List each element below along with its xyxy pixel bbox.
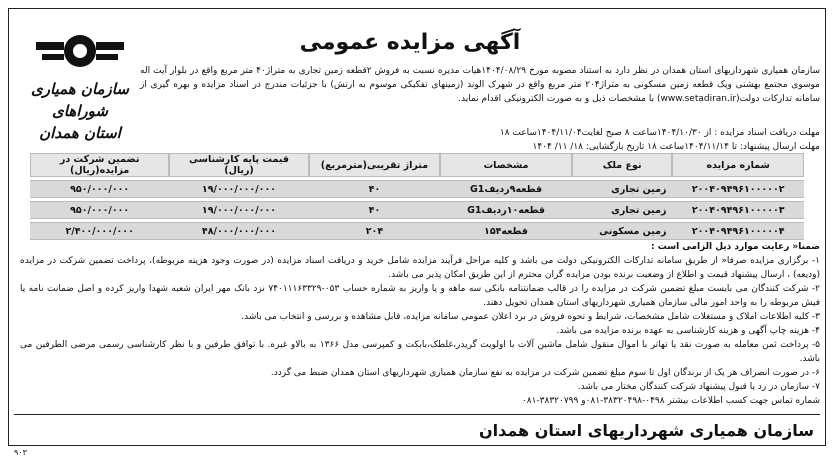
table-cell: ۲۰۴ bbox=[309, 222, 441, 240]
condition-item: ۶- در صورت انصراف هر یک از برندگان اول تا سوم مبلغ تضمین شرکت در مزایده به نفع سازمان همیاری شهرداریهای استان همدان ضبط می گردد. bbox=[270, 368, 820, 378]
table-cell: زمین مسکونی bbox=[572, 222, 673, 240]
table-cell: قطعه۱۵۴ bbox=[440, 222, 572, 240]
condition-item: ۳- کلیه اطلاعات املاک و مستغلات شامل مشخصات، شرایط و نحوه فروش در برد اعلان عمومی سامانه مزایده، قابل مشاهده و بررسی و انتخاب می باشد. bbox=[241, 312, 820, 322]
table-cell: ۱۹/۰۰۰/۰۰۰/۰۰۰ bbox=[169, 180, 308, 198]
table-cell: ۴۸/۰۰۰/۰۰۰/۰۰۰ bbox=[169, 222, 308, 240]
table-header-cell: شماره مزایده bbox=[672, 153, 804, 177]
organization-logo bbox=[20, 28, 140, 148]
table-header-cell: قیمت پایه کارشناسی (ریال) bbox=[169, 153, 308, 177]
table-cell: ۲۰۰۴۰۹۴۹۶۱۰۰۰۰۰۳ bbox=[672, 201, 804, 219]
contact-line: شماره تماس جهت کسب اطلاعات بیشتر ۰۴۹۸-۳۸۳۲۰۴۹۸-۰۸۱و ۳۸۳۲۰۷۹۹-۰۸۱ bbox=[521, 396, 820, 406]
auction-table bbox=[30, 150, 804, 243]
table-cell: ۹۵۰/۰۰۰/۰۰۰ bbox=[30, 201, 169, 219]
logo-text bbox=[20, 78, 140, 144]
footer-organization-name: سازمان همیاری شهرداریهای استان همدان bbox=[478, 421, 814, 440]
table-row bbox=[30, 180, 804, 198]
logo-line-2: استان همدان bbox=[39, 124, 121, 142]
table-row bbox=[30, 222, 804, 240]
condition-item: ۱- برگزاری مزایده صرفا« از طریق سامانه تدارکات الکترونیکی دولت می باشد و کلیه مراحل فرآیند مزایده شامل خرید و دریافت اسناد مزایده (در صورت وجود هزینه مربوطه)، پرداخت تضمین شرکت در مزایده (ودیعه) ، ارسال پیشنهاد قیمت و اطلاع از وضعیت برنده بودن مزایده گران محترم از این طریق امکان پذیر می باشد. bbox=[20, 256, 820, 280]
intro-paragraph: سازمان همیاری شهرداریهای استان همدان در نظر دارد به استناد مصوبه مورخ ۱۴۰۴/۰۸/۲۹هیات مدیره نسبت به فروش ۲قطعه زمین تجاری به متراژ۴۰ متر مربع واقع در بلوار آیت اله موسوی مجتمع بهشتی ویک قطعه زمین مسکونی به متراژ۲۰۴ متر مربع واقع در شهرک الوند (زمینهای تفکیکی موسوم به ارتش) با جزئیات مندرج در اسناد مزایده و بهره گیری از سامانه تدارکات دولت(www.setadiran.ir) با مشخصات ذیل و به صورت الکترونیکی اقدام نماید. bbox=[140, 66, 821, 104]
table-cell: قطعه۱۰ردیفG1 bbox=[440, 201, 572, 219]
table-cell: ۴۰ bbox=[309, 180, 441, 198]
condition-item: ۵- پرداخت ثمن معامله به صورت نقد یا تهاتر با اموال منقول شامل ماشین آلات با اولویت گریدر،غلطک،بابکت و کمپرسی مدل ۱۳۶۶ به بالاو غیره. با توافق طرفین و با نظر کارشناسی رسمی مرضی الطرفین می باشد. bbox=[20, 340, 820, 364]
table-header-cell: مشخصات bbox=[440, 153, 572, 177]
footer-bar bbox=[14, 414, 820, 445]
table-cell: زمین تجاری bbox=[572, 180, 673, 198]
table-cell: ۲/۴۰۰/۰۰۰/۰۰۰ bbox=[30, 222, 169, 240]
table-cell: ۹۵۰/۰۰۰/۰۰۰ bbox=[30, 180, 169, 198]
document-code: ۹۰۳ bbox=[14, 448, 27, 457]
condition-item: ۷- سازمان در رد یا قبول پیشنهاد شرکت کنندگان مختار می باشد. bbox=[577, 382, 820, 392]
dates-line-2: مهلت ارسال پیشنهاد: تا ۱۴۰۴/۱۱/۱۴ساعت ۱۸ تاریخ بازگشایی: ۱۸/ ۱۱/ ۱۴۰۴ bbox=[532, 142, 820, 152]
logo-line-1: سازمان همیاری شوراهای bbox=[31, 80, 129, 120]
auction-table-wrap bbox=[30, 150, 804, 243]
table-cell: ۱۹/۰۰۰/۰۰۰/۰۰۰ bbox=[169, 201, 308, 219]
table-cell: ۲۰۰۴۰۹۴۹۶۱۰۰۰۰۰۴ bbox=[672, 222, 804, 240]
table-header-row bbox=[30, 153, 804, 177]
condition-item: ۲- شرکت کنندگان می بایست مبلغ تضمین شرکت در مزایده را در قالب ضمانتنامه بانکی سه ماهه و یا واریز به شماره حساب ۰۵۳-۷۴۰۱۱۱۶۳۳۲۹ نزد بانک مهر ایران شعبه شهدا واریز کرده و اصل ضمانت نامه یا فیش مربوطه را به واحد امور مالی سازمان همیاری شهرداریهای استان همدان تحویل دهند. bbox=[20, 284, 821, 308]
condition-item: ۴- هزینه چاپ آگهی و هزینه کارشناسی به عهده برنده مزایده می باشد. bbox=[556, 326, 820, 336]
page-title: آگهی مزایده عمومی bbox=[299, 30, 521, 55]
table-cell: قطعه۹ردیفG1 bbox=[440, 180, 572, 198]
conditions-list bbox=[20, 240, 820, 408]
conditions-heading: ضمنا« رعایت موارد ذیل الزامی است : bbox=[650, 242, 820, 252]
table-row bbox=[30, 201, 804, 219]
table-cell: ۴۰ bbox=[309, 201, 441, 219]
dates-line-1: مهلت دریافت اسناد مزایده : از ۱۴۰۴/۱۰/۳۰ساعت ۸ صبح لغایت۱۴۰۴/۱۱/۰۴ساعت ۱۸ bbox=[499, 128, 820, 138]
table-cell: ۲۰۰۴۰۹۴۹۶۱۰۰۰۰۰۲ bbox=[672, 180, 804, 198]
table-header-cell: نوع ملک bbox=[572, 153, 673, 177]
table-cell: زمین تجاری bbox=[572, 201, 673, 219]
table-header-cell: تضمین شرکت در مزایده(ریال) bbox=[30, 153, 169, 177]
table-header-cell: متراژ تقریبی(مترمربع) bbox=[309, 153, 441, 177]
logo-emblem-icon bbox=[32, 28, 128, 74]
